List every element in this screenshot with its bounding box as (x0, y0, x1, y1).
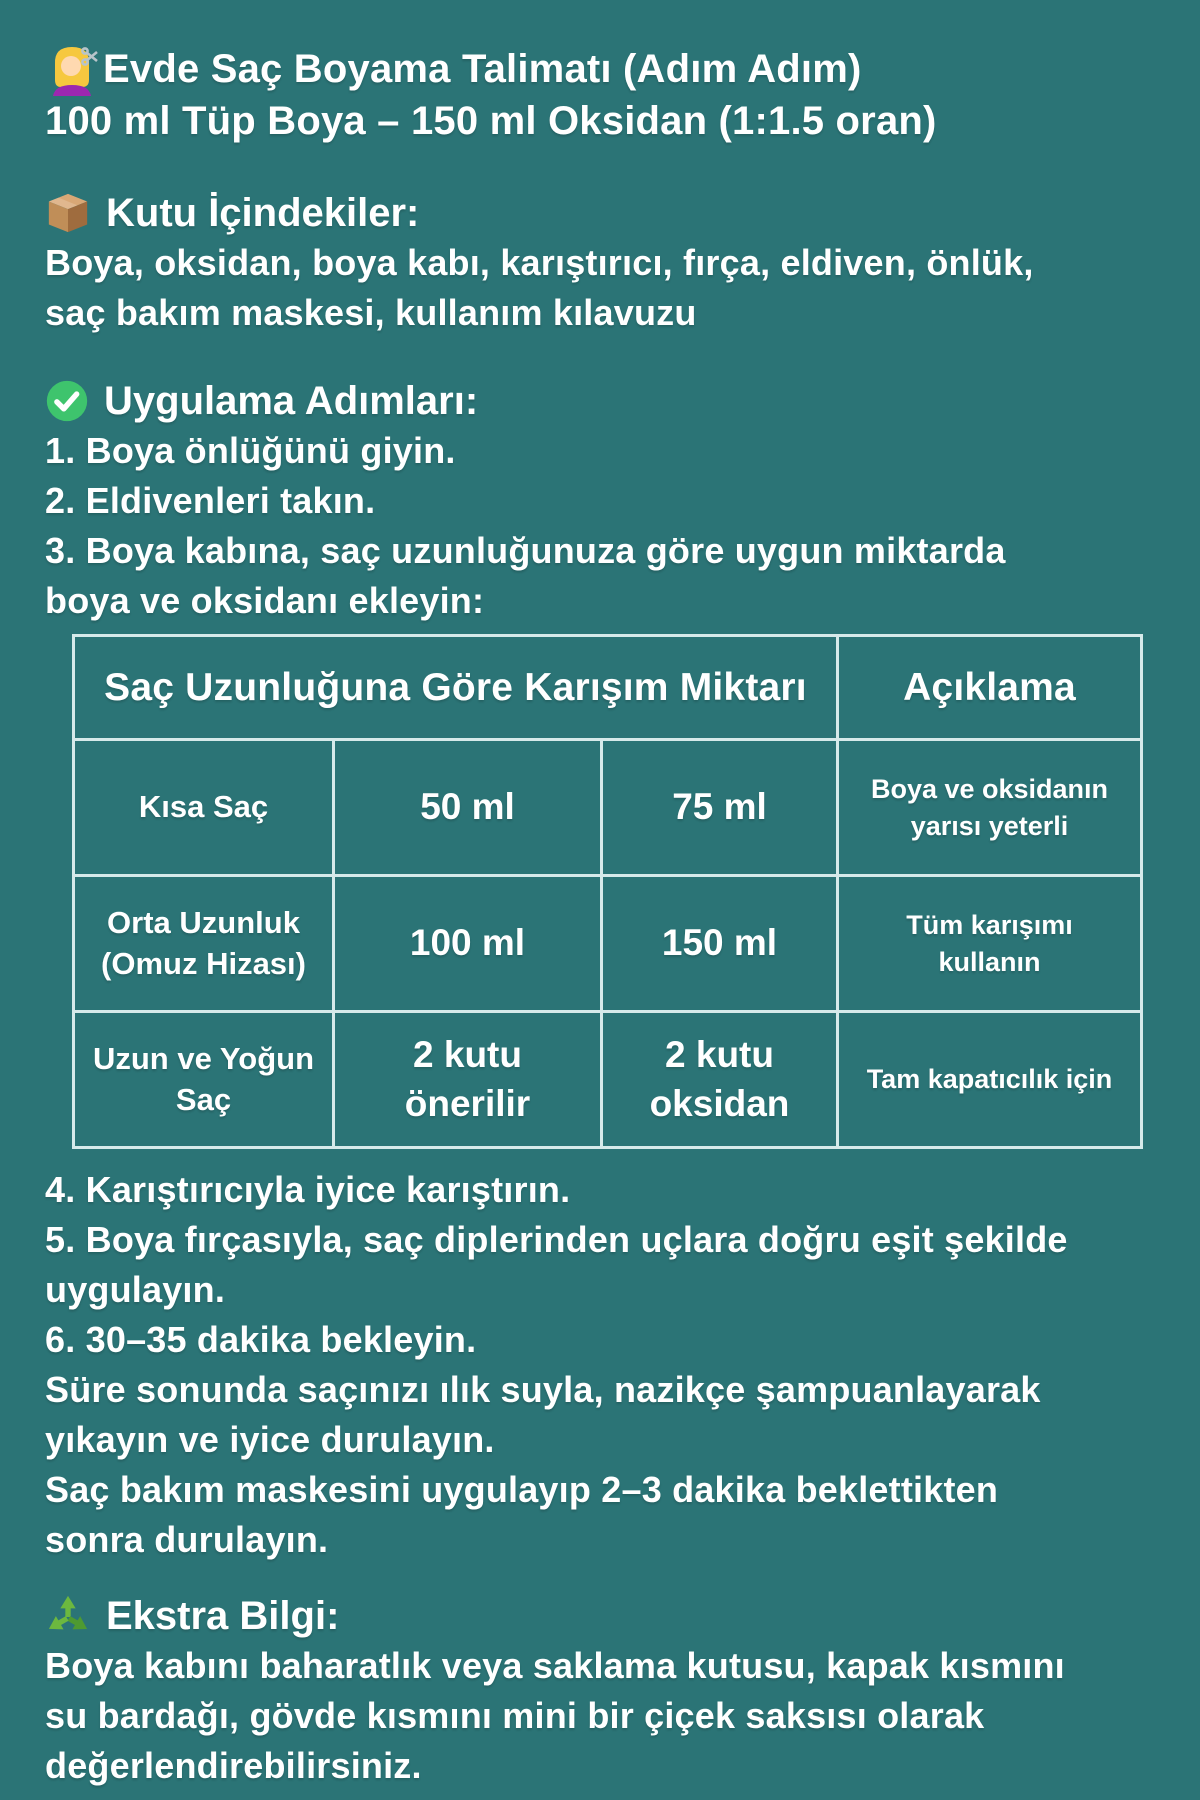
box-contents-line: saç bakım maskesi, kullanım kılavuzu (45, 292, 697, 333)
post-table-steps (45, 1165, 1170, 1565)
cell-note: Tüm karışımı kullanın (838, 876, 1142, 1012)
package-icon (45, 190, 91, 236)
cell-oxidant-amount: 150 ml (602, 876, 838, 1012)
cell-note: Tam kapatıcılık için (838, 1012, 1142, 1148)
extra-info-line: Boya kabını baharatlık veya saklama kutusu, kapak kısmını (45, 1645, 1065, 1686)
woman-getting-haircut-icon (45, 42, 99, 96)
step-line: sonra durulayın. (45, 1519, 329, 1560)
step-line: Saç bakım maskesini uygulayıp 2–3 dakika beklettikten (45, 1469, 999, 1510)
page-subtitle: 100 ml Tüp Boya – 150 ml Oksidan (1:1.5 oran) (45, 99, 937, 143)
title-block (45, 42, 1170, 146)
cell-oxidant-amount: 2 kutu oksidan (602, 1012, 838, 1148)
step-line: 4. Karıştırıcıyla iyice karıştırın. (45, 1169, 571, 1210)
cell-dye-amount: 2 kutu önerilir (334, 1012, 602, 1148)
step-line: boya ve oksidanı ekleyin: (45, 580, 485, 621)
table-header-mix-amount: Saç Uzunluğuna Göre Karışım Miktarı (74, 636, 838, 740)
step-line: 2. Eldivenleri takın. (45, 480, 376, 521)
recycle-icon (45, 1593, 91, 1639)
extra-info-line: su bardağı, gövde kısmını mini bir çiçek saksısı olarak (45, 1695, 985, 1736)
extra-info-heading-row (45, 1591, 1170, 1641)
cell-note: Boya ve oksidanın yarısı yeterli (838, 740, 1142, 876)
cell-hair-length: Uzun ve Yoğun Saç (74, 1012, 334, 1148)
table-header-description: Açıklama (838, 636, 1142, 740)
step-line: 5. Boya fırçasıyla, saç diplerinden uçlara doğru eşit şekilde (45, 1219, 1068, 1260)
application-steps-heading: Uygulama Adımları: (104, 379, 479, 423)
box-contents-line: Boya, oksidan, boya kabı, karıştırıcı, fırça, eldiven, önlük, (45, 242, 1034, 283)
box-contents-section (45, 188, 1170, 338)
step-line: 6. 30–35 dakika bekleyin. (45, 1319, 477, 1360)
table-row (74, 740, 1142, 876)
box-contents-heading-row (45, 188, 1170, 238)
table-header-row (74, 636, 1142, 740)
application-steps-section (45, 376, 1170, 626)
page-title: Evde Saç Boyama Talimatı (Adım Adım) (103, 47, 862, 91)
application-steps-heading-row (45, 376, 1170, 426)
step-line: yıkayın ve iyice durulayın. (45, 1419, 495, 1460)
cell-oxidant-amount: 75 ml (602, 740, 838, 876)
step-line: uygulayın. (45, 1269, 226, 1310)
box-contents-heading: Kutu İçindekiler: (106, 191, 420, 235)
cell-dye-amount: 100 ml (334, 876, 602, 1012)
extra-info-heading: Ekstra Bilgi: (106, 1594, 340, 1638)
step-line: 1. Boya önlüğünü giyin. (45, 430, 456, 471)
table-row (74, 876, 1142, 1012)
table-row (74, 1012, 1142, 1148)
extra-info-line: değerlendirebilirsiniz. (45, 1745, 422, 1786)
step-line: Süre sonunda saçınızı ılık suyla, nazikçe şampuanlayarak (45, 1369, 1041, 1410)
cell-hair-length: Kısa Saç (74, 740, 334, 876)
step-line: 3. Boya kabına, saç uzunluğunuza göre uygun miktarda (45, 530, 1006, 571)
cell-hair-length: Orta Uzunluk (Omuz Hizası) (74, 876, 334, 1012)
cell-dye-amount: 50 ml (334, 740, 602, 876)
extra-info-section (45, 1591, 1170, 1791)
mix-amount-table (72, 634, 1143, 1149)
check-mark-icon (45, 379, 89, 423)
title-row (45, 42, 1170, 96)
